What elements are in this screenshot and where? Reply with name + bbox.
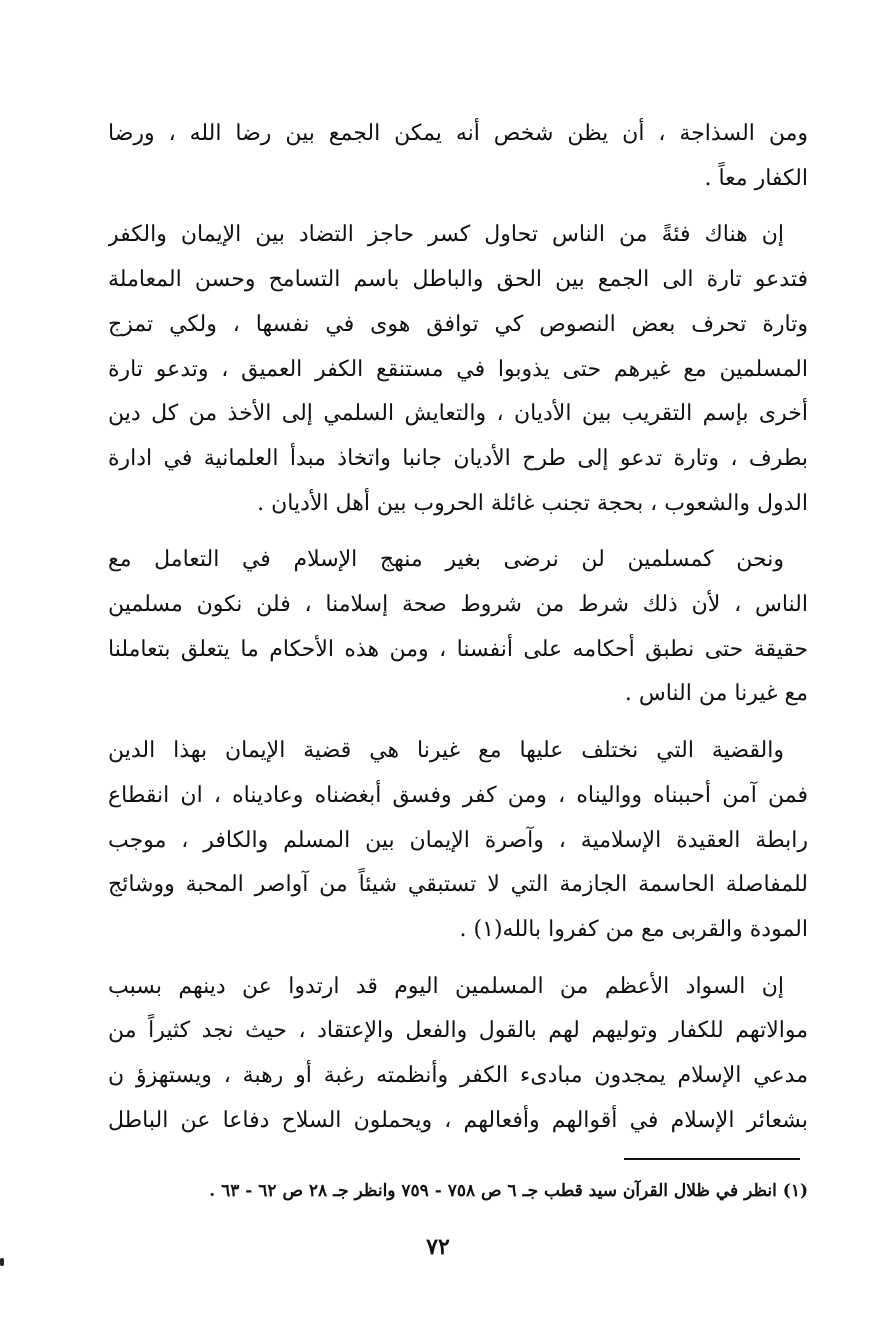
scan-mark (0, 1258, 4, 1266)
footnote: (١) انظر في ظلال القرآن سيد قطب جـ ٦ ص ٧٥٨ - ٧٥٩ وانظر جـ ٢٨ ص ٦٢ - ٦٣ . (209, 1181, 808, 1201)
text-line: مع غيرنا من الناس . (624, 681, 808, 707)
text-line: فتدعو تارة الى الجمع بين الحق والباطل باسم التسامح وحسن المعاملة (108, 267, 808, 293)
text-line: ونحن كمسلمين لن نرضى بغير منهج الإسلام في التعامل مع (108, 547, 784, 573)
text-line: فمن آمن أحببناه وواليناه ، ومن كفر وفسق أبغضناه وعاديناه ، ان انقطاع (108, 782, 808, 808)
text-line: حقيقة حتى نطبق أحكامه على أنفسنا ، ومن هذه الأحكام ما يتعلق بتعاملنا (108, 636, 808, 662)
text-line: رابطة العقيدة الإسلامية ، وآصرة الإيمان بين المسلم والكافر ، موجب (108, 827, 808, 853)
paragraph-3 (108, 538, 808, 717)
text-line: المودة والقربى مع من كفروا بالله(١) . (459, 916, 808, 942)
text-line: بطرف ، وتارة تدعو إلى طرح الأديان جانبا واتخاذ مبدأ العلمانية في ادارة (108, 445, 808, 471)
paragraph-5 (108, 965, 808, 1144)
text-line: الكفار معاً . (704, 165, 808, 191)
text-line: مدعي الإسلام يمجدون مبادىء الكفر وأنظمته رغبة أو رهبة ، ويستهزؤ ن (108, 1063, 808, 1089)
page-number: ٧٢ (426, 1234, 450, 1260)
text-line: الناس ، لأن ذلك شرط من شروط صحة إسلامنا ، فلن نكون مسلمين (108, 592, 808, 618)
text-line: والقضية التي نختلف عليها مع غيرنا هي قضية الإيمان بهذا الدين (108, 738, 784, 764)
text-line: وتارة تحرف بعض النصوص كي توافق هوى في نفسها ، ولكي تمزج (108, 311, 808, 337)
text-line: إن السواد الأعظم من المسلمين اليوم قد ارتدوا عن دينهم بسبب (108, 973, 784, 999)
paragraph-4 (108, 729, 808, 953)
text-line: للمفاصلة الحاسمة الجازمة التي لا تستبقي شيئاً من آواصر المحبة ووشائج (108, 872, 808, 898)
text-line: أخرى بإسم التقريب بين الأديان ، والتعايش السلمي إلى الأخذ من كل دين (108, 401, 808, 427)
text-line: الدول والشعوب ، بحجة تجنب غائلة الحروب بين أهل الأديان . (257, 490, 808, 516)
footnote-divider (624, 1158, 800, 1160)
text-line: ومن السذاجة ، أن يظن شخص أنه يمكن الجمع بين رضا الله ، ورضا (108, 121, 808, 146)
text-line: إن هناك فئةً من الناس تحاول كسر حاجز التضاد بين الإيمان والكفر (108, 222, 784, 248)
body-text (108, 112, 808, 1155)
text-line: المسلمين مع غيرهم حتى يذوبوا في مستنقع الكفر العميق ، وتدعو تارة (108, 356, 808, 382)
text-line: موالاتهم للكفار وتوليهم لهم بالقول والفعل والإعتقاد ، حيث نجد كثيراً من (108, 1018, 808, 1044)
text-line: بشعائر الإسلام في أقوالهم وأفعالهم ، ويحملون السلاح دفاعا عن الباطل (108, 1107, 808, 1133)
paragraph-1 (108, 112, 808, 201)
paragraph-2 (108, 213, 808, 526)
